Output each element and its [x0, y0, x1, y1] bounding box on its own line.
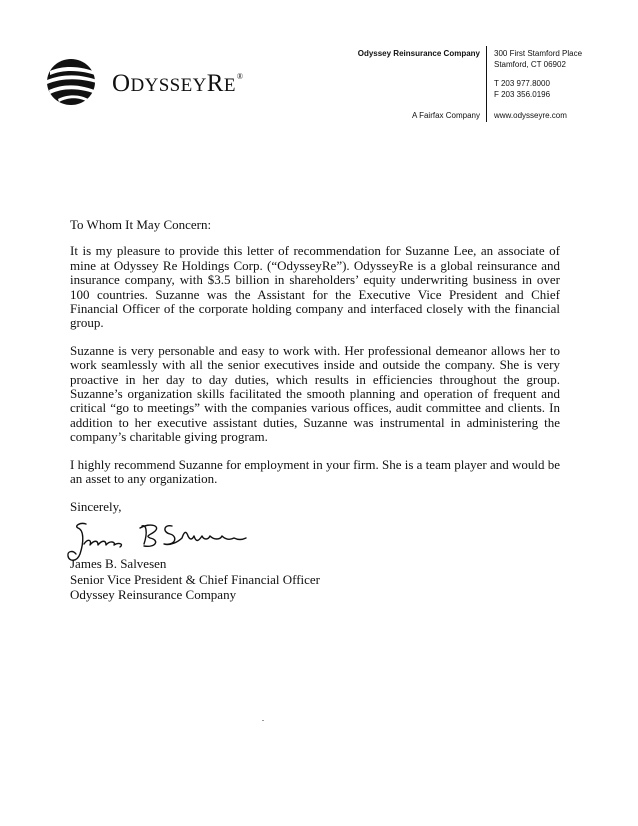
- closing: Sincerely,: [70, 498, 122, 514]
- letterhead-website: www.odysseyre.com: [494, 111, 567, 120]
- registered-mark: ®: [236, 72, 244, 81]
- signature-block: [70, 556, 320, 603]
- fax: F 203 356.0196: [494, 90, 551, 99]
- address-line-1: 300 First Stamford Place: [494, 49, 583, 58]
- logo-wordmark: ODYSSEYRE®: [112, 70, 244, 97]
- address-line-2: Stamford, CT 06902: [494, 60, 566, 69]
- telephone: T 203 977.8000: [494, 79, 550, 88]
- signatory-title: Senior Vice President & Chief Financial Officer: [70, 571, 321, 587]
- paragraph-3: I highly recommend Suzanne for employment in your firm. She is a team player and would be an asset to any organization.: [70, 456, 560, 487]
- paragraph-1: It is my pleasure to provide this letter of recommendation for Suzanne Lee, an associate of mine at Odyssey Re Holdings Corp. (“OdysseyRe”). OdysseyRe is a global reinsurance and insurance company, with $3.5 billion in shareholders’ equity underwriting business in over 100 countries. Suzanne was the Assistant for the Executive Vice President and Chief Financial Officer of the corporate holding company and interfaced closely with the financial group.: [70, 243, 560, 331]
- letterhead-address: [494, 48, 582, 70]
- signatory-company: Odyssey Reinsurance Company: [70, 587, 237, 603]
- globe-swirl-icon: [44, 56, 104, 108]
- signatory-name: James B. Salvesen: [70, 556, 167, 571]
- letterhead-company: Odyssey Reinsurance Company: [357, 49, 480, 58]
- letter-body: [70, 218, 560, 514]
- salutation: To Whom It May Concern:: [70, 217, 212, 232]
- letterhead-parent: A Fairfax Company: [411, 111, 480, 120]
- letterhead-contact: [494, 78, 550, 100]
- page-speck: [262, 720, 264, 721]
- letterhead-divider: [486, 46, 487, 122]
- odysseyre-logo: [44, 56, 244, 116]
- paragraph-2: Suzanne is very personable and easy to work with. Her professional demeanor allows her to work seamlessly with all the senior executives inside and outside the company. She is very proactive in her day to day duties, which results in efficiencies throughout the group. Suzanne’s organization skills facilitated the smooth planning and operation of frequent and critical “go to meetings” with the companies various offices, audit committee and clients. In addition to her executive assistant duties, Suzanne was instrumental in administering the company’s charitable giving program.: [70, 342, 560, 445]
